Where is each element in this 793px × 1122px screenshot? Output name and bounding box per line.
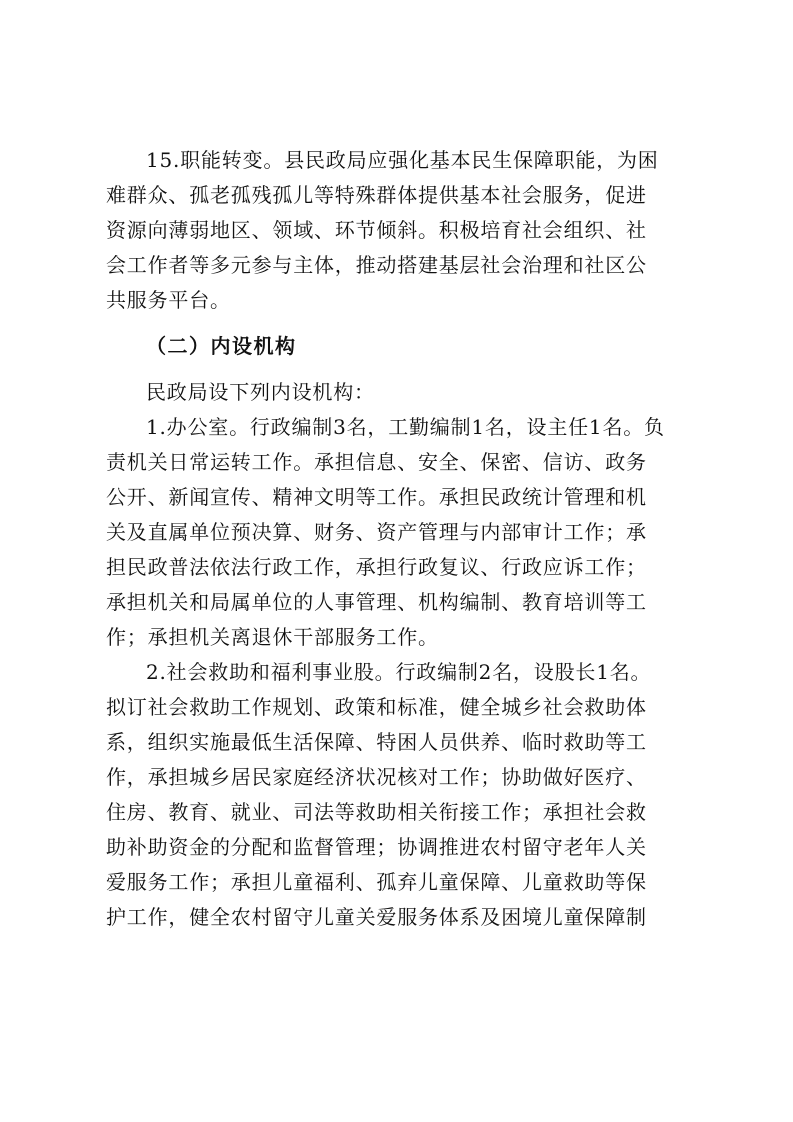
- item2-line-2: 拟订社会救助工作规划、政策和标准，健全城乡社会救助体: [106, 695, 647, 719]
- spacer: [106, 364, 692, 375]
- section15-line-5: 共服务平台。: [106, 288, 231, 312]
- item1-line-2: 责机关日常运转工作。承担信息、安全、保密、信访、政务: [106, 450, 647, 474]
- item1-line-7: 作；承担机关离退休干部服务工作。: [106, 625, 439, 649]
- item1-line-6: 承担机关和局属单位的人事管理、机构编制、教育培训等工: [106, 590, 647, 614]
- item1-line-5: 担民政普法依法行政工作，承担行政复议、行政应诉工作；: [106, 555, 647, 579]
- item2-line-7: 爱服务工作；承担儿童福利、孤弃儿童保障、儿童救助等保: [106, 870, 647, 894]
- item2-line-3: 系，组织实施最低生活保障、特困人员供养、临时救助等工: [106, 730, 647, 754]
- intro-text: 民政局设下列内设机构：: [146, 380, 375, 404]
- item2-line-6: 助补助资金的分配和监督管理；协调推进农村留守老年人关: [106, 835, 647, 859]
- item2-line-1: 2.社会救助和福利事业股。行政编制2名，设股长1名。: [146, 660, 652, 684]
- item1-line-4: 关及直属单位预决算、财务、资产管理与内部审计工作；承: [106, 520, 647, 544]
- spacer: [106, 318, 692, 329]
- item2-line-8: 护工作，健全农村留守儿童关爱服务体系及困境儿童保障制: [106, 905, 647, 929]
- item1-line-3: 公开、新闻宣传、精神文明等工作。承担民政统计管理和机: [106, 485, 647, 509]
- section15-line-3: 资源向薄弱地区、领域、环节倾斜。积极培育社会组织、社: [106, 218, 647, 242]
- item2-line-5: 住房、教育、就业、司法等救助相关衔接工作；承担社会救: [106, 800, 647, 824]
- section15-line-4: 会工作者等多元参与主体，推动搭建基层社会治理和社区公: [106, 253, 647, 277]
- section15-line-1: 15.职能转变。县民政局应强化基本民生保障职能，为困: [146, 148, 659, 172]
- section-heading: （二）内设机构: [146, 334, 297, 358]
- item1-line-1: 1.办公室。行政编制3名，工勤编制1名，设主任1名。负: [146, 415, 665, 439]
- document-page: [106, 143, 692, 935]
- item2-line-4: 作，承担城乡居民家庭经济状况核对工作；协助做好医疗、: [106, 765, 647, 789]
- section15-line-2: 难群众、孤老孤残孤儿等特殊群体提供基本社会服务，促进: [106, 183, 647, 207]
